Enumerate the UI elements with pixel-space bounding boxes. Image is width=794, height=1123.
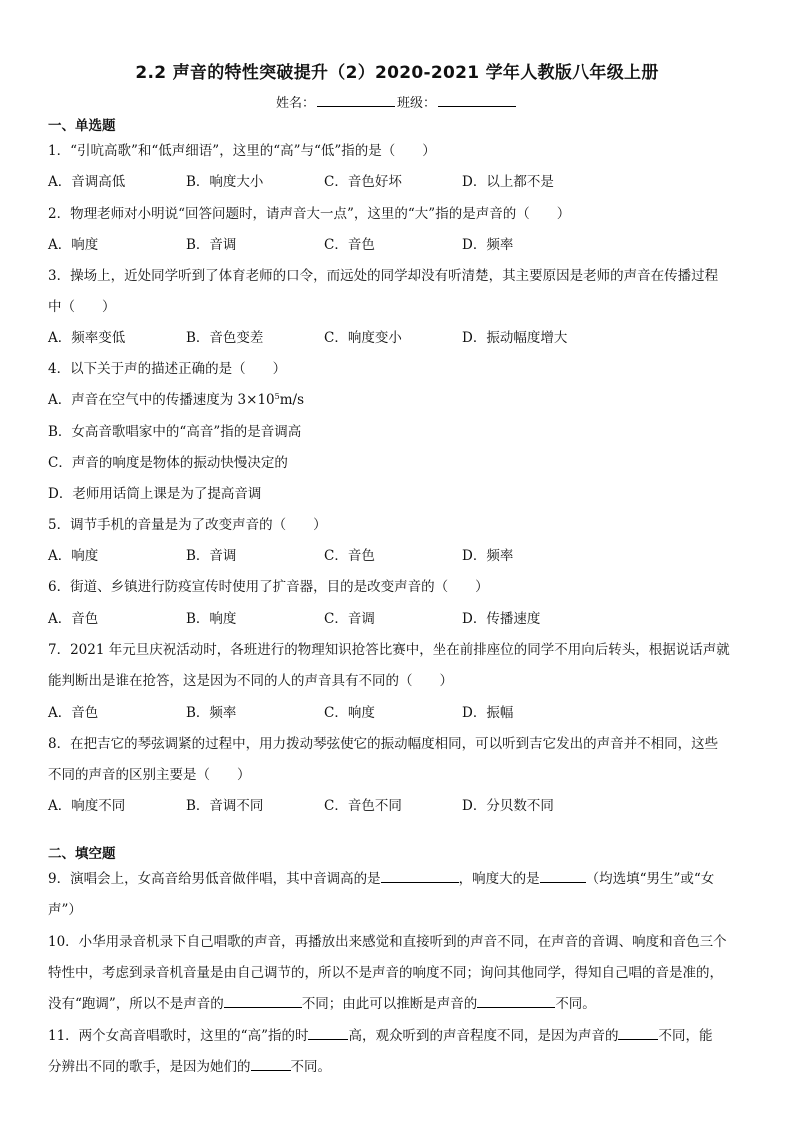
question-4-option-d: D．老师用话筒上课是为了提高音调 xyxy=(48,486,262,502)
question-6-option-d: D．传播速度 xyxy=(462,611,541,627)
question-4-option-a-text: A．声音在空气中的传播速度为 3×10 xyxy=(48,392,275,408)
student-info xyxy=(0,92,794,111)
section-fill-blank: 二、填空题 xyxy=(48,846,116,862)
class-label: 班级： xyxy=(397,96,437,111)
question-11-text-1: 11．两个女高音唱歌时，这里的“高”指的时 xyxy=(48,1028,309,1044)
name-label: 姓名： xyxy=(275,96,315,111)
worksheet-title: 2.2 声音的特性突破提升（2）2020-2021 学年人教版八年级上册 xyxy=(135,63,659,83)
name-blank[interactable] xyxy=(317,94,395,107)
question-9-blank-1[interactable] xyxy=(381,870,459,883)
question-3-stem-line1: 3．操场上，近处同学听到了体育老师的口令，而远处的同学却没有听清楚，其主要原因是老师的声音在传播过程 xyxy=(48,268,719,284)
question-9-text-2: ，响度大的是 xyxy=(458,871,540,887)
question-5-stem: 5．调节手机的音量是为了改变声音的（ ） xyxy=(48,517,327,533)
question-2-stem: 2．物理老师对小明说“回答问题时，请声音大一点”，这里的“大”指的是声音的（ ） xyxy=(48,206,571,222)
question-2-option-b: B．音调 xyxy=(186,237,237,253)
question-3-option-b: B．音色变差 xyxy=(186,330,264,346)
question-9-blank-2[interactable] xyxy=(540,870,586,883)
question-6-option-a: A．音色 xyxy=(48,611,99,627)
question-8-option-a: A．响度不同 xyxy=(48,798,126,814)
question-5-option-d: D．频率 xyxy=(462,548,514,564)
question-1-option-d: D．以上都不是 xyxy=(462,174,554,190)
question-8-stem-line2: 不同的声音的区别主要是（ ） xyxy=(48,767,251,783)
question-6-stem: 6．街道、乡镇进行防疫宣传时使用了扩音器，目的是改变声音的（ ） xyxy=(48,579,489,595)
question-11-text-5: 不同。 xyxy=(290,1059,331,1075)
question-9-text-3: （均选填“男生”或“女 xyxy=(585,871,715,887)
question-4-option-a xyxy=(48,388,304,408)
question-1-stem: 1．“引吭高歌”和“低声细语”，这里的“高”与“低”指的是（ ） xyxy=(48,143,436,159)
question-6-option-c: C．音调 xyxy=(324,611,375,627)
question-4-option-b: B．女高音歌唱家中的“高音”指的是音调高 xyxy=(48,424,302,440)
question-11-line2 xyxy=(48,1055,331,1075)
question-8-option-d: D．分贝数不同 xyxy=(462,798,554,814)
unit-text: m/s xyxy=(279,392,304,408)
question-11-blank-2[interactable] xyxy=(618,1027,658,1040)
question-7-option-c: C．响度 xyxy=(324,705,375,721)
question-2-option-c: C．音色 xyxy=(324,237,375,253)
question-10-text-1: 没有“跑调”，所以不是声音的 xyxy=(48,996,224,1012)
question-11-text-2: 高，观众听到的声音程度不同，是因为声音的 xyxy=(348,1028,619,1044)
question-9-line2: 声”） xyxy=(48,902,82,918)
question-3-option-c: C．响度变小 xyxy=(324,330,402,346)
class-blank[interactable] xyxy=(438,94,516,107)
question-4-stem: 4．以下关于声的描述正确的是（ ） xyxy=(48,361,287,377)
question-9-text-1: 9．演唱会上，女高音给男低音做伴唱，其中音调高的是 xyxy=(48,871,381,887)
question-11-text-3: 不同，能 xyxy=(658,1028,713,1044)
question-11-blank-1[interactable] xyxy=(308,1027,348,1040)
question-10-line2: 特性中，考虑到录音机音量是由自己调节的，所以不是声音的响度不同；询问其他同学，得知自己唱的音是准的， xyxy=(48,965,723,981)
question-2-option-a: A．响度 xyxy=(48,237,99,253)
question-7-stem-line1: 7．2021 年元旦庆祝活动时，各班进行的物理知识抢答比赛中，坐在前排座位的同学不用向后转头，根据说话声就 xyxy=(48,642,730,658)
question-1-option-c: C．音色好坏 xyxy=(324,174,402,190)
question-10-text-3: 不同。 xyxy=(555,996,596,1012)
question-3-option-d: D．振动幅度增大 xyxy=(462,330,568,346)
question-11-line1 xyxy=(48,1024,712,1044)
exponent: 5 xyxy=(274,392,280,401)
question-3-option-a: A．频率变低 xyxy=(48,330,126,346)
question-10-blank-1[interactable] xyxy=(224,995,302,1008)
question-8-stem-line1: 8．在把吉它的琴弦调紧的过程中，用力拨动琴弦使它的振动幅度相同，可以听到吉它发出的声音并不相同，这些 xyxy=(48,736,719,752)
question-8-option-b: B．音调不同 xyxy=(186,798,264,814)
question-6-option-b: B．响度 xyxy=(186,611,237,627)
question-8-option-c: C．音色不同 xyxy=(324,798,402,814)
question-1-option-a: A．音调高低 xyxy=(48,174,126,190)
section-single-choice: 一、单选题 xyxy=(48,118,116,134)
question-7-option-d: D．振幅 xyxy=(462,705,514,721)
question-2-option-d: D．频率 xyxy=(462,237,514,253)
question-3-stem-line2: 中（ ） xyxy=(48,299,116,315)
question-10-text-2: 不同；由此可以推断是声音的 xyxy=(301,996,478,1012)
question-10-line3 xyxy=(48,992,596,1012)
question-7-option-b: B．频率 xyxy=(186,705,237,721)
question-10-blank-2[interactable] xyxy=(477,995,555,1008)
question-5-option-b: B．音调 xyxy=(186,548,237,564)
question-1-option-b: B．响度大小 xyxy=(186,174,264,190)
question-11-blank-3[interactable] xyxy=(251,1058,291,1071)
question-10-line1: 10．小华用录音机录下自己唱歌的声音，再播放出来感觉和直接听到的声音不同，在声音的音调、响度和音色三个 xyxy=(48,934,727,950)
question-5-option-c: C．音色 xyxy=(324,548,375,564)
question-9-line1 xyxy=(48,867,714,887)
question-7-option-a: A．音色 xyxy=(48,705,99,721)
question-11-text-4: 分辨出不同的歌手，是因为她们的 xyxy=(48,1059,251,1075)
question-7-stem-line2: 能判断出是谁在抢答，这是因为不同的人的声音具有不同的（ ） xyxy=(48,673,453,689)
question-5-option-a: A．响度 xyxy=(48,548,99,564)
question-4-option-c: C．声音的响度是物体的振动快慢决定的 xyxy=(48,455,288,471)
